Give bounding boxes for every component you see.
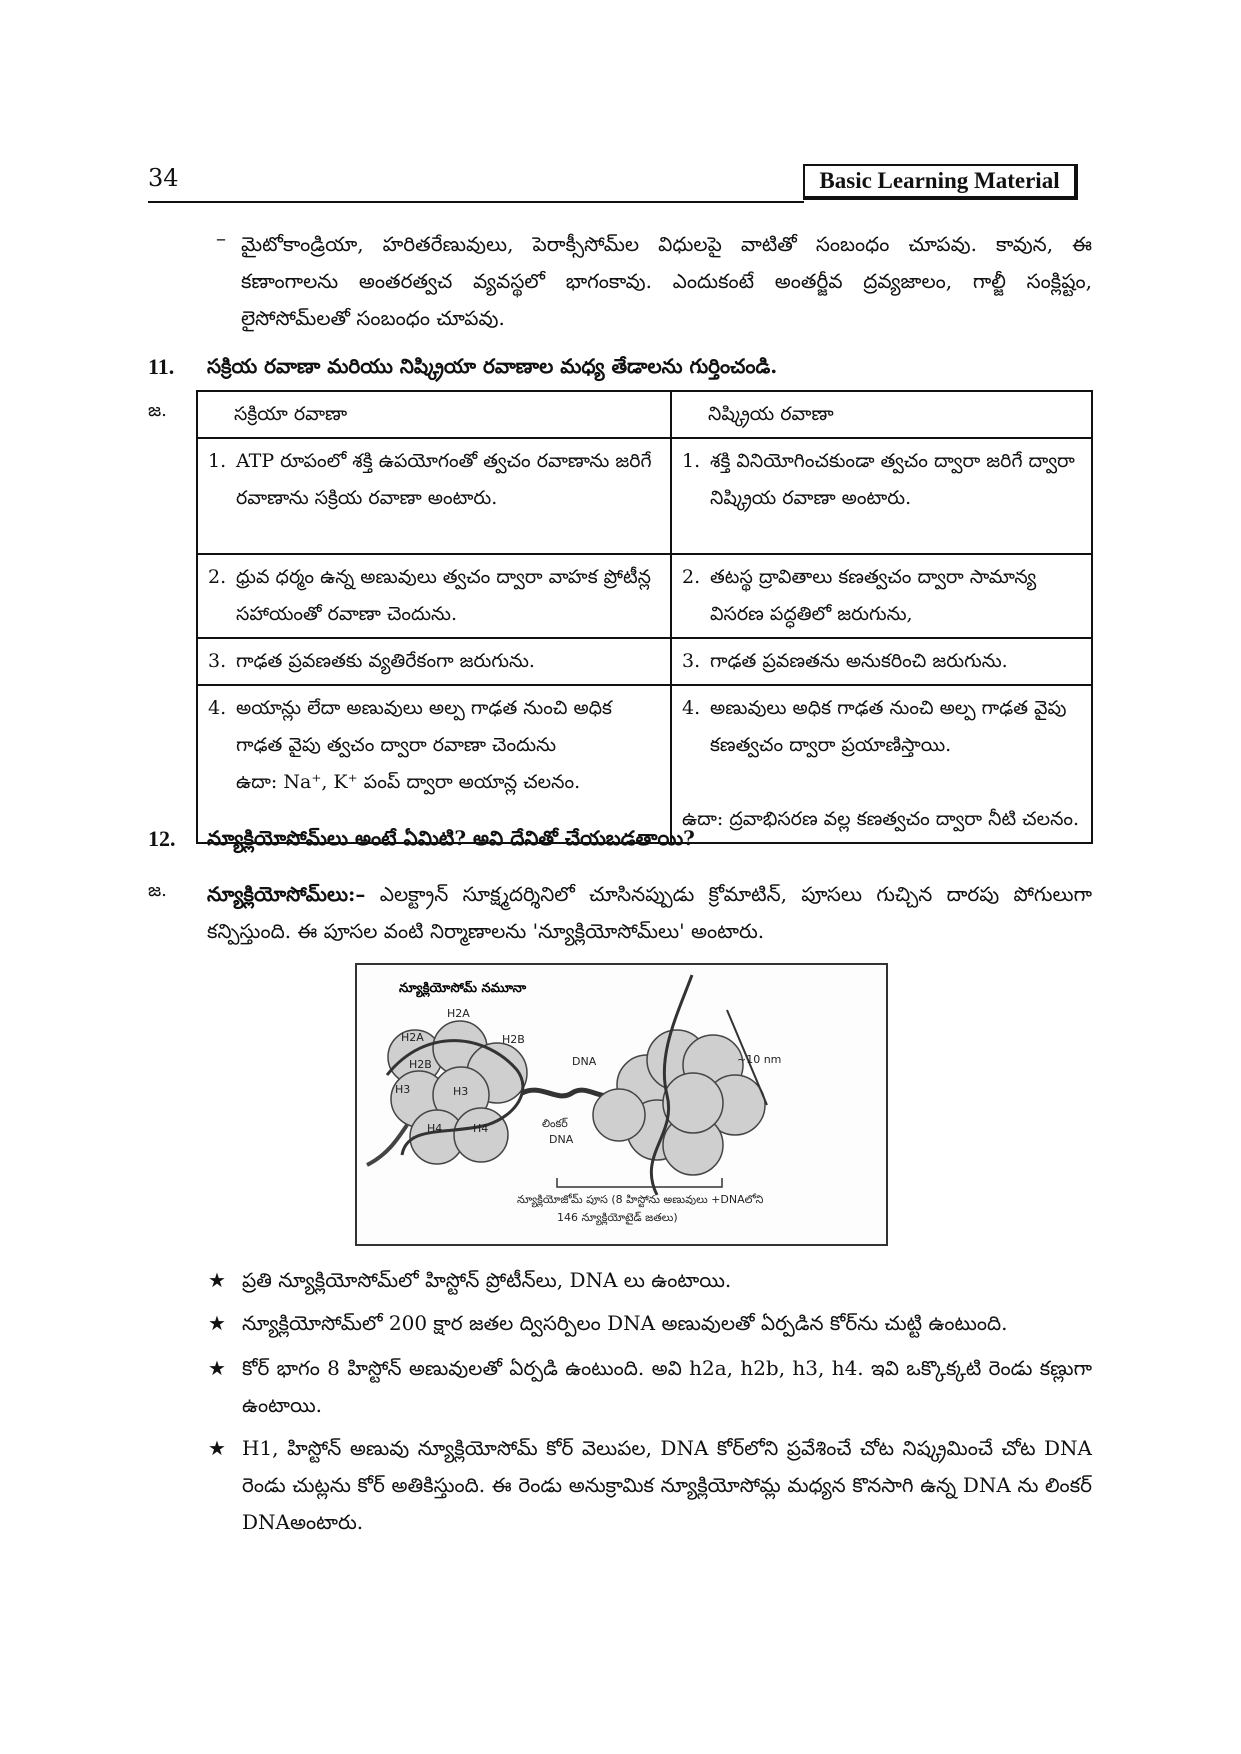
table-row — [197, 685, 1092, 843]
row-number: 1. — [682, 450, 701, 472]
answer-11-label: జ. — [148, 400, 167, 421]
running-header-title: Basic Learning Material — [803, 164, 1078, 200]
table-row — [197, 638, 1092, 685]
label-h2a: H2A — [447, 1007, 470, 1020]
histone-sphere — [593, 1089, 645, 1141]
list-item — [208, 1350, 1092, 1424]
row-number: 3. — [208, 650, 227, 672]
comparison-table — [196, 390, 1093, 844]
table-cell: అణువులు అధిక గాఢత నుంచి అల్ప గాఢత వైపు కణత్వచం ద్వారా ప్రయాణిస్తాయి. — [710, 697, 1067, 756]
histone-sphere — [454, 1108, 508, 1162]
list-item — [208, 1262, 1092, 1299]
bullet-text: ప్రతి న్యూక్లియోసోమ్‌లో హిస్టోన్ ప్రోటీన్‌లు, DNA లు ఉంటాయి. — [242, 1268, 732, 1292]
table-cell-example: ఉదా: ద్రవాభిసరణ వల్ల కణత్వచం ద్వారా నీటి చలనం. — [682, 808, 1080, 830]
star-icon: ★ — [208, 1356, 226, 1380]
table-cell: ధ్రువ ధర్మం ఉన్న అణువులు త్వచం ద్వారా వాహక ప్రోటీన్ల సహాయంతో రవాణా చెందును. — [236, 566, 652, 625]
nucleosome-description: ఎలక్ట్రాన్ సూక్ష్మదర్శినిలో చూసినప్పుడు క్రోమాటిన్, పూసలు గుచ్చిన దారపు పోగులుగా కన్పిస్తుంది. ఈ పూసల వంటి నిర్మాణాలను 'న్యూక్లియోసోమ్‌లు' అంటారు. — [207, 882, 1093, 943]
header-passive-transport: నిష్క్రియ రవాణా — [671, 391, 1092, 438]
label-h2a: H2A — [401, 1031, 424, 1044]
list-item — [208, 1430, 1092, 1541]
page-number: 34 — [148, 164, 179, 192]
table-cell: ATP రూపంలో శక్తి ఉపయోగంతో త్వచం రవాణాను జరిగే రవాణాను సక్రియ రవాణా అంటారు. — [236, 450, 652, 509]
nucleosome-term: న్యూక్లియోసోమ్‌లు:– — [207, 882, 366, 906]
dna-strand — [367, 1125, 407, 1165]
table-cell: అయాన్లు లేదా అణువులు అల్ప గాఢత నుంచి అధిక గాఢత వైపు త్వచం ద్వారా రవాణా చెందును — [236, 697, 612, 756]
list-item — [208, 1305, 1092, 1342]
label-linker: లింకర్ — [542, 1117, 568, 1130]
label-h4: H4 — [473, 1122, 489, 1135]
header-active-transport: సక్రియా రవాణా — [197, 391, 671, 438]
question-12-number: 12. — [148, 826, 176, 851]
intro-dash: – — [216, 226, 226, 250]
table-cell: శక్తి వినియోగించకుండా త్వచం ద్వారా జరిగే ద్వారా నిష్క్రియ రవాణా అంటారు. — [710, 450, 1075, 509]
table-cell-example: ఉదా: Na⁺, K⁺ పంప్ ద్వారా అయాన్ల చలనం. — [236, 771, 581, 793]
table-header-row — [197, 391, 1092, 438]
row-number: 4. — [682, 697, 701, 719]
table-row — [197, 554, 1092, 638]
question-12-text: న్యూక్లియోసోమ్‌లు అంటే ఏమిటి? అవి దేనితో చేయబడతాయి? — [207, 826, 695, 850]
question-11-text: సక్రియ రవాణా మరియు నిష్క్రియా రవాణాల మధ్య తేడాలను గుర్తించండి. — [207, 354, 778, 378]
bullet-text: కోర్ భాగం 8 హిస్టోన్ అణువులతో ఏర్పడి ఉంటుంది. అవి h2a, h2b, h3, h4. ఇవి ఒక్కొక్కటి రెండు కణ్లుగా ఉంటాయి. — [242, 1356, 1092, 1417]
table-cell: గాఢత ప్రవణతను అనుకరించి జరుగును. — [710, 650, 1008, 672]
answer-12-label: జ. — [148, 880, 167, 901]
row-number: 4. — [208, 697, 227, 719]
table-cell: గాఢత ప్రవణతకు వ్యతిరేకంగా జరుగును. — [236, 650, 535, 672]
label-h3: H3 — [453, 1085, 469, 1098]
row-number: 2. — [208, 566, 227, 588]
nucleosome-figure — [355, 963, 888, 1246]
star-icon: ★ — [208, 1311, 226, 1335]
row-number: 2. — [682, 566, 701, 588]
star-icon: ★ — [208, 1436, 226, 1460]
row-number: 1. — [208, 450, 227, 472]
header-rule — [148, 201, 804, 203]
label-h4: H4 — [427, 1122, 443, 1135]
figure-caption-line2: 146 న్యూక్లియోటైడ్ జతలు) — [557, 1211, 678, 1224]
label-linker-dna: DNA — [549, 1133, 574, 1146]
label-h2b: H2B — [502, 1033, 525, 1046]
table-row — [197, 438, 1092, 554]
histone-octamer — [593, 1030, 765, 1175]
bullet-text: H1, హిస్టోన్ అణువు న్యూక్లియోసోమ్ కోర్ వెలుపల, DNA కోర్‌లోని ప్రవేశించే చోట నిష్క్రమించే చోట DNA రెండు చుట్లను కోర్ అతికిస్తుంది. ఈ రెండు అనుక్రామిక న్యూక్లియోసోమ్ల మధ్యన కొనసాగి ఉన్న DNA ను లింకర్ DNAఅంటారు. — [242, 1436, 1092, 1534]
figure-caption-line1: న్యూక్లియోజోమ్ పూస (8 హిస్టోను అణువులు +DNAలోని — [517, 1193, 764, 1206]
row-number: 3. — [682, 650, 701, 672]
label-10nm: ~10 nm — [737, 1053, 782, 1066]
label-h2b: H2B — [409, 1058, 432, 1071]
question-11-number: 11. — [148, 354, 175, 379]
histone-sphere — [663, 1073, 723, 1133]
nucleosome-diagram — [357, 965, 886, 1244]
star-icon: ★ — [208, 1268, 226, 1292]
label-dna: DNA — [572, 1055, 597, 1068]
nucleosome-definition — [207, 876, 1092, 950]
bead-bracket — [557, 1178, 722, 1187]
table-cell: తటస్థ ద్రావితాలు కణత్వచం ద్వారా సామాన్య విసరణ పద్ధతిలో జరుగును, — [710, 566, 1037, 625]
figure-title: న్యూక్లియోసోమ్ నమూనా — [399, 981, 527, 996]
bullet-text: న్యూక్లియోసోమ్‌లో 200 క్షార జతల ద్విసర్పిలం DNA అణువులతో ఏర్పడిన కోర్‌ను చుట్టి ఉంటుంది. — [242, 1311, 1008, 1335]
label-h3: H3 — [395, 1083, 411, 1096]
intro-paragraph: మైటోకాండ్రియా, హరితరేణువులు, పెరాక్సీసోమ్‌ల విధులపై వాటితో సంబంధం చూపవు. కావున, ఈ కణాంగాలను అంతరత్వచ వ్యవస్థలో భాగంకావు. ఎందుకంటే అంతర్జీవ ద్రవ్యజాలం, గాల్జీ సంక్లిష్టం, లైసోసోమ్‌లతో సంబంధం చూపవు. — [241, 232, 1092, 330]
